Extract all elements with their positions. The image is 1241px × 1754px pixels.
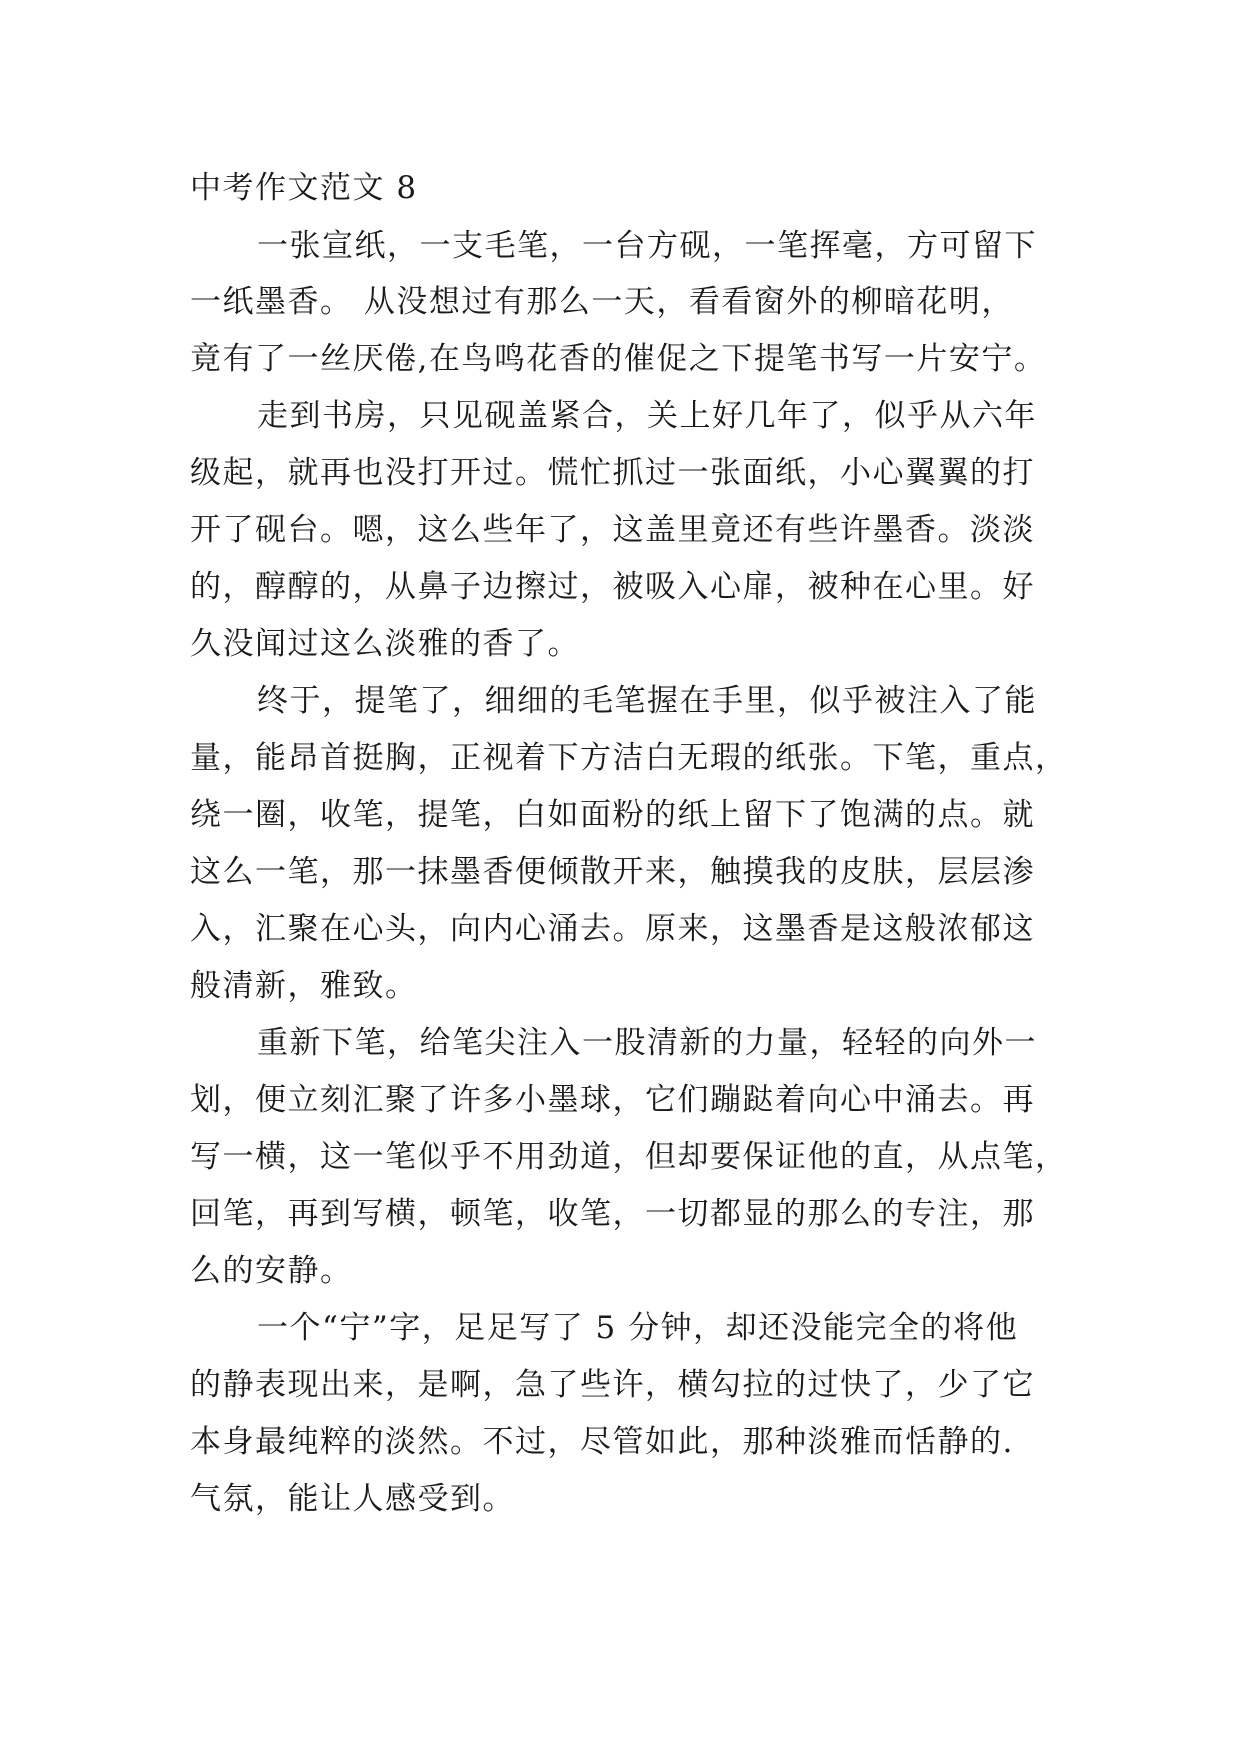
text-line: 绕一圈，收笔，提笔，白如面粉的纸上留下了饱满的点。就 bbox=[190, 797, 1035, 833]
text-line: 重新下笔，给笔尖注入一股清新的力量，轻轻的向外一 bbox=[257, 1025, 1037, 1061]
text-line: 走到书房，只见砚盖紧合，关上好几年了，似乎从六年 bbox=[257, 398, 1037, 434]
text-line: 终于，提笔了，细细的毛笔握在手里，似乎被注入了能 bbox=[257, 683, 1037, 719]
text-line: 的静表现出来，是啊，急了些许，横勾拉的过快了，少了它 bbox=[190, 1367, 1035, 1403]
text-line: 般清新，雅致。 bbox=[190, 968, 418, 1004]
text-line: 竟有了一丝厌倦,在鸟鸣花香的催促之下提笔书写一片安宁。 bbox=[190, 341, 1047, 377]
text-line: 写一横，这一笔似乎不用劲道，但却要保证他的直，从点笔， bbox=[190, 1139, 1068, 1175]
text-line: 这么一笔，那一抹墨香便倾散开来，触摸我的皮肤，层层渗 bbox=[190, 854, 1035, 890]
text-line: 一纸墨香。 从没想过有那么一天，看看窗外的柳暗花明， bbox=[190, 284, 1014, 320]
text-line: 一个“宁”字，足足写了 5 分钟，却还没能完全的将他 bbox=[257, 1310, 1019, 1346]
text-line: 本身最纯粹的淡然。不过，尽管如此，那种淡雅而恬静的. bbox=[190, 1424, 1014, 1460]
text-line: 开了砚台。嗯，这么些年了，这盖里竟还有些许墨香。淡淡 bbox=[190, 512, 1035, 548]
text-line: 入，汇聚在心头，向内心涌去。原来，这墨香是这般浓郁这 bbox=[190, 911, 1035, 947]
text-line: 气氛，能让人感受到。 bbox=[190, 1481, 515, 1517]
text-line: 的，醇醇的，从鼻子边擦过，被吸入心扉，被种在心里。好 bbox=[190, 569, 1035, 605]
text-line: 划，便立刻汇聚了许多小墨球，它们蹦跶着向心中涌去。再 bbox=[190, 1082, 1035, 1118]
text-line: 回笔，再到写横，顿笔，收笔，一切都显的那么的专注，那 bbox=[190, 1196, 1035, 1232]
text-line: 量，能昂首挺胸，正视着下方洁白无瑕的纸张。下笔，重点， bbox=[190, 740, 1068, 776]
text-line: 么的安静。 bbox=[190, 1253, 353, 1289]
text-line: 级起，就再也没打开过。慌忙抓过一张面纸，小心翼翼的打 bbox=[190, 455, 1035, 491]
text-line: 久没闻过这么淡雅的香了。 bbox=[190, 626, 580, 662]
text-line: 一张宣纸，一支毛笔，一台方砚，一笔挥毫，方可留下 bbox=[257, 228, 1037, 264]
document-title: 中考作文范文 8 bbox=[190, 170, 418, 206]
